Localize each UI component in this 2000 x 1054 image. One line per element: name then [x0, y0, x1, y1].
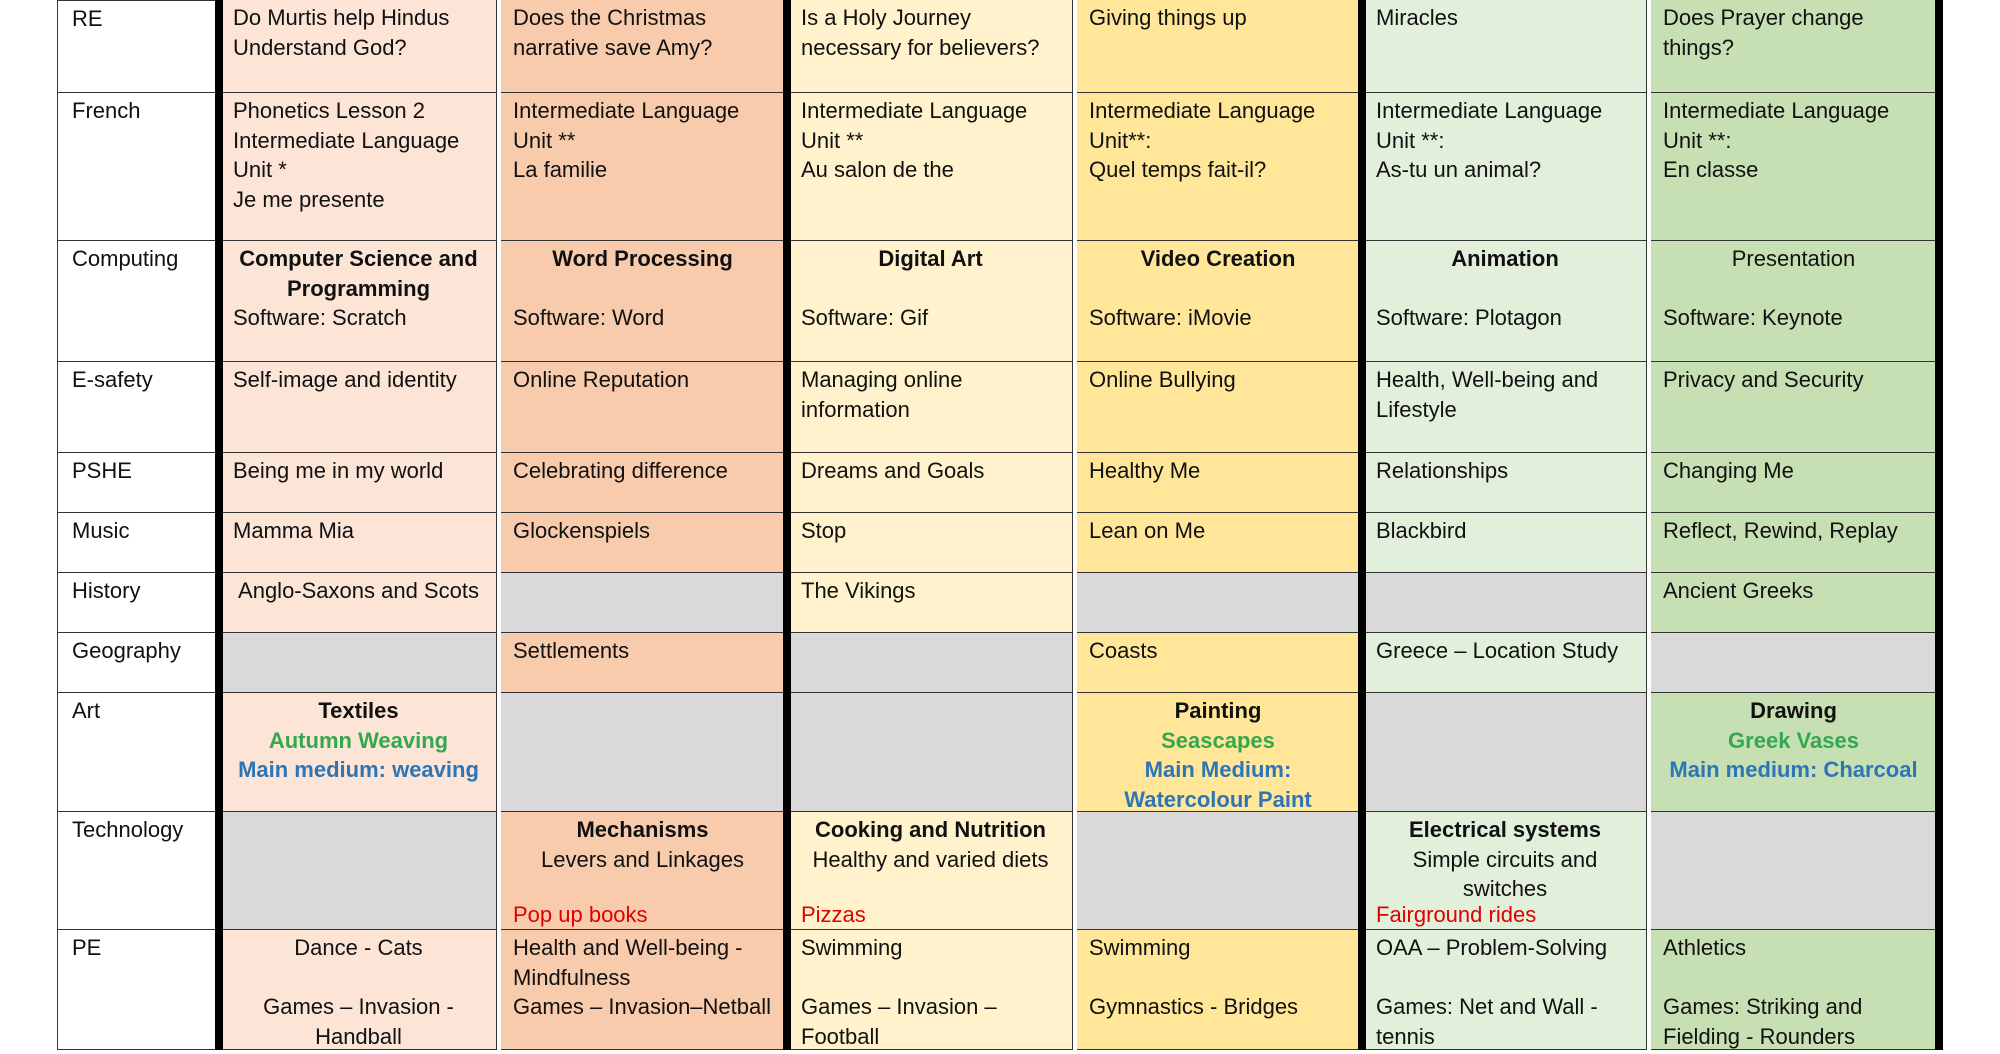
dt-heading — [801, 815, 1060, 845]
spacer — [1663, 963, 1924, 993]
cell-e-safety-term-3 — [789, 362, 1073, 453]
cell-text: Intermediate Language — [1089, 98, 1316, 123]
cell-art-term-5 — [1364, 693, 1647, 812]
cell-text: information — [801, 396, 910, 422]
row-label-history: History — [57, 573, 217, 633]
spacer — [1376, 963, 1634, 993]
art-medium: Main medium: weaving — [238, 757, 479, 782]
cell-art-term-3 — [789, 693, 1073, 812]
cell-history-term-2 — [501, 573, 785, 633]
dt-subtitle: Simple circuits and switches — [1412, 846, 1598, 901]
cell-text: Unit * — [233, 157, 287, 182]
pe-unit-1: OAA – Problem-Solving — [1376, 935, 1608, 960]
cell-text: Dreams and Goals — [801, 458, 985, 483]
pe-unit-2: Games: Striking and Fielding - Rounders — [1663, 994, 1863, 1049]
dt-heading — [513, 815, 772, 845]
pe-unit-1: Athletics — [1663, 935, 1747, 960]
cell-text: Celebrating difference — [513, 458, 728, 483]
cell-text: Lifestyle — [1376, 396, 1457, 422]
cell-geography-term-3 — [789, 633, 1073, 693]
cell-text: necessary for believers? — [801, 34, 1040, 60]
cell-technology-term-4 — [1077, 812, 1360, 930]
spacer — [801, 963, 1060, 993]
cell-text: Online Reputation — [513, 367, 690, 392]
cell-re-term-6 — [1651, 0, 1937, 93]
cell-re-term-1 — [221, 0, 497, 93]
cell-text: Je me presente — [233, 186, 385, 212]
art-medium: Main medium: Charcoal — [1669, 757, 1918, 782]
cell-text: Unit **: — [1663, 127, 1732, 153]
cell-text: Anglo-Saxons and Scots — [238, 578, 479, 603]
cell-computing-term-4 — [1077, 241, 1360, 362]
pe-unit-2: Games: Net and Wall - tennis — [1376, 994, 1598, 1049]
term-divider — [1358, 0, 1366, 1050]
cell-computing-term-5 — [1364, 241, 1647, 362]
pe-unit-1: Swimming — [1089, 935, 1191, 960]
art-unit-title: Painting — [1174, 698, 1262, 723]
row-label-computing: Computing — [57, 241, 217, 362]
dt-subtitle: Healthy and varied diets — [812, 846, 1049, 872]
cell-music-term-4 — [1077, 513, 1360, 573]
cell-music-term-3 — [789, 513, 1073, 573]
cell-e-safety-term-2 — [501, 362, 785, 453]
software-label: Software: Word — [513, 305, 665, 330]
cell-text: Does Prayer change — [1663, 5, 1864, 30]
cell-text: Understand God? — [233, 34, 407, 60]
art-topic: Seascapes — [1161, 727, 1275, 753]
cell-text: Glockenspiels — [513, 518, 650, 543]
cell-text: Do Murtis help Hindus — [233, 5, 450, 30]
cell-computing-term-2 — [501, 241, 785, 362]
cell-text: Intermediate Language — [1663, 98, 1890, 123]
art-topic: Greek Vases — [1728, 727, 1859, 753]
unit-title: Digital Art — [878, 246, 983, 271]
cell-text: Being me in my world — [233, 458, 444, 483]
cell-re-term-4 — [1077, 0, 1360, 93]
term-divider — [215, 0, 223, 1050]
cell-text: Phonetics Lesson 2 — [233, 98, 426, 123]
art-unit-title: Textiles — [318, 698, 399, 723]
cell-pe-term-3 — [789, 930, 1073, 1050]
cell-pshe-term-2 — [501, 453, 785, 513]
cell-e-safety-term-5 — [1364, 362, 1647, 453]
software-label: Software: Gif — [801, 305, 929, 330]
pe-unit-2: Games – Invasion–Netball — [513, 994, 772, 1019]
dt-project: Fairground rides — [1376, 901, 1537, 927]
cell-e-safety-term-4 — [1077, 362, 1360, 453]
cell-text: As-tu un animal? — [1376, 157, 1542, 182]
cell-art-term-6 — [1651, 693, 1937, 812]
cell-text: Intermediate Language — [233, 127, 460, 153]
cell-text: things? — [1663, 34, 1734, 60]
cell-technology-term-6 — [1651, 812, 1937, 930]
spacer — [1089, 963, 1347, 993]
dt-subtitle: Levers and Linkages — [540, 846, 745, 872]
cell-technology-term-2 — [501, 812, 785, 930]
cell-pshe-term-1 — [221, 453, 497, 513]
cell-technology-term-5 — [1364, 812, 1647, 930]
dt-heading — [1376, 815, 1634, 904]
pe-unit-2: Games – Invasion - Handball — [263, 994, 454, 1049]
cell-history-term-5 — [1364, 573, 1647, 633]
cell-text: Blackbird — [1376, 518, 1467, 543]
pe-unit-1: Swimming — [801, 935, 903, 960]
cell-history-term-4 — [1077, 573, 1360, 633]
cell-text: En classe — [1663, 157, 1759, 182]
cell-french-term-3 — [789, 93, 1073, 241]
cell-text: Intermediate Language — [513, 98, 740, 123]
pe-unit-2: Gymnastics - Bridges — [1089, 994, 1299, 1019]
spacer — [1376, 274, 1634, 304]
cell-computing-term-1 — [221, 241, 497, 362]
cell-geography-term-5 — [1364, 633, 1647, 693]
cell-text: Online Bullying — [1089, 367, 1236, 392]
cell-history-term-3 — [789, 573, 1073, 633]
row-label-e-safety: E-safety — [57, 362, 217, 453]
cell-text: Mamma Mia — [233, 518, 355, 543]
pe-unit-1: Health and Well-being - Mindfulness — [513, 935, 743, 990]
pe-unit-1: Dance - Cats — [294, 935, 423, 960]
software-label: Software: Scratch — [233, 305, 407, 330]
cell-pshe-term-4 — [1077, 453, 1360, 513]
cell-text: Reflect, Rewind, Replay — [1663, 518, 1898, 543]
row-label-geography: Geography — [57, 633, 217, 693]
cell-computing-term-3 — [789, 241, 1073, 362]
cell-art-term-1 — [221, 693, 497, 812]
cell-french-term-4 — [1077, 93, 1360, 241]
cell-e-safety-term-6 — [1651, 362, 1937, 453]
cell-text: Self-image and identity — [233, 367, 457, 392]
cell-pshe-term-5 — [1364, 453, 1647, 513]
cell-re-term-2 — [501, 0, 785, 93]
dt-project: Pizzas — [801, 901, 866, 927]
unit-title: Computer Science and Programming — [239, 246, 478, 301]
spacer — [513, 274, 772, 304]
cell-text: Ancient Greeks — [1663, 578, 1814, 603]
cell-text: Miracles — [1376, 5, 1458, 30]
dt-unit-title: Electrical systems — [1408, 817, 1602, 842]
cell-text: Unit ** — [801, 127, 864, 153]
cell-history-term-1 — [221, 573, 497, 633]
cell-text: Giving things up — [1089, 5, 1247, 30]
art-medium: Main Medium: Watercolour Paint — [1124, 757, 1312, 812]
cell-music-term-2 — [501, 513, 785, 573]
cell-text: Unit **: — [1376, 127, 1445, 153]
unit-title: Word Processing — [552, 246, 733, 271]
cell-technology-term-3 — [789, 812, 1073, 930]
cell-pe-term-5 — [1364, 930, 1647, 1050]
curriculum-table — [57, 0, 1939, 1050]
cell-pe-term-6 — [1651, 930, 1937, 1050]
cell-e-safety-term-1 — [221, 362, 497, 453]
cell-pshe-term-6 — [1651, 453, 1937, 513]
cell-french-term-1 — [221, 93, 497, 241]
cell-text: Unit**: — [1089, 127, 1152, 153]
cell-text: Quel temps fait-il? — [1089, 157, 1267, 182]
spacer — [801, 274, 1060, 304]
row-label-technology: Technology — [57, 812, 217, 930]
cell-text: narrative save Amy? — [513, 34, 713, 60]
cell-geography-term-6 — [1651, 633, 1937, 693]
cell-text: Health, Well-being and — [1376, 367, 1599, 392]
cell-music-term-5 — [1364, 513, 1647, 573]
row-label-french: French — [57, 93, 217, 241]
cell-french-term-6 — [1651, 93, 1937, 241]
row-label-pshe: PSHE — [57, 453, 217, 513]
dt-project: Pop up books — [513, 901, 648, 927]
software-label: Software: iMovie — [1089, 305, 1252, 330]
spacer — [1663, 274, 1924, 304]
cell-text: Greece – Location Study — [1376, 638, 1619, 663]
cell-re-term-5 — [1364, 0, 1647, 93]
cell-technology-term-1 — [221, 812, 497, 930]
cell-text: Au salon de the — [801, 157, 954, 182]
cell-computing-term-6 — [1651, 241, 1937, 362]
cell-geography-term-1 — [221, 633, 497, 693]
cell-art-term-2 — [501, 693, 785, 812]
term-divider — [783, 0, 791, 1050]
cell-text: Healthy Me — [1089, 458, 1201, 483]
cell-text: Unit ** — [513, 127, 576, 153]
software-label: Software: Keynote — [1663, 305, 1843, 330]
cell-text: La familie — [513, 157, 608, 182]
spacer — [1089, 274, 1347, 304]
spacer — [233, 963, 484, 993]
cell-french-term-5 — [1364, 93, 1647, 241]
cell-text: Stop — [801, 518, 847, 543]
cell-geography-term-2 — [501, 633, 785, 693]
art-unit-title: Drawing — [1750, 698, 1837, 723]
dt-unit-title: Cooking and Nutrition — [815, 817, 1046, 842]
unit-title: Presentation — [1731, 246, 1856, 271]
art-topic: Autumn Weaving — [268, 727, 449, 753]
term-divider — [1935, 0, 1943, 1050]
cell-text: Intermediate Language — [801, 98, 1028, 123]
cell-art-term-4 — [1077, 693, 1360, 812]
unit-title: Video Creation — [1140, 246, 1296, 271]
cell-text: Settlements — [513, 638, 630, 663]
cell-pe-term-2 — [501, 930, 785, 1050]
software-label: Software: Plotagon — [1376, 305, 1562, 330]
cell-text: Is a Holy Journey — [801, 5, 971, 30]
cell-text: Does the Christmas — [513, 5, 707, 30]
row-label-pe: PE — [57, 930, 217, 1050]
dt-unit-title: Mechanisms — [576, 817, 709, 842]
cell-text: Relationships — [1376, 458, 1509, 483]
cell-text: Intermediate Language — [1376, 98, 1603, 123]
cell-pshe-term-3 — [789, 453, 1073, 513]
cell-text: Lean on Me — [1089, 518, 1206, 543]
cell-french-term-2 — [501, 93, 785, 241]
cell-text: Coasts — [1089, 638, 1158, 663]
cell-text: The Vikings — [801, 578, 916, 603]
cell-re-term-3 — [789, 0, 1073, 93]
cell-music-term-6 — [1651, 513, 1937, 573]
row-label-music: Music — [57, 513, 217, 573]
cell-pe-term-4 — [1077, 930, 1360, 1050]
cell-text: Managing online — [801, 367, 963, 392]
cell-geography-term-4 — [1077, 633, 1360, 693]
cell-music-term-1 — [221, 513, 497, 573]
row-label-re: RE — [57, 0, 217, 93]
row-label-art: Art — [57, 693, 217, 812]
cell-history-term-6 — [1651, 573, 1937, 633]
cell-pe-term-1 — [221, 930, 497, 1050]
cell-text: Privacy and Security — [1663, 367, 1864, 392]
unit-title: Animation — [1451, 246, 1559, 271]
cell-text: Changing Me — [1663, 458, 1794, 483]
pe-unit-2: Games – Invasion – Football — [801, 994, 997, 1049]
